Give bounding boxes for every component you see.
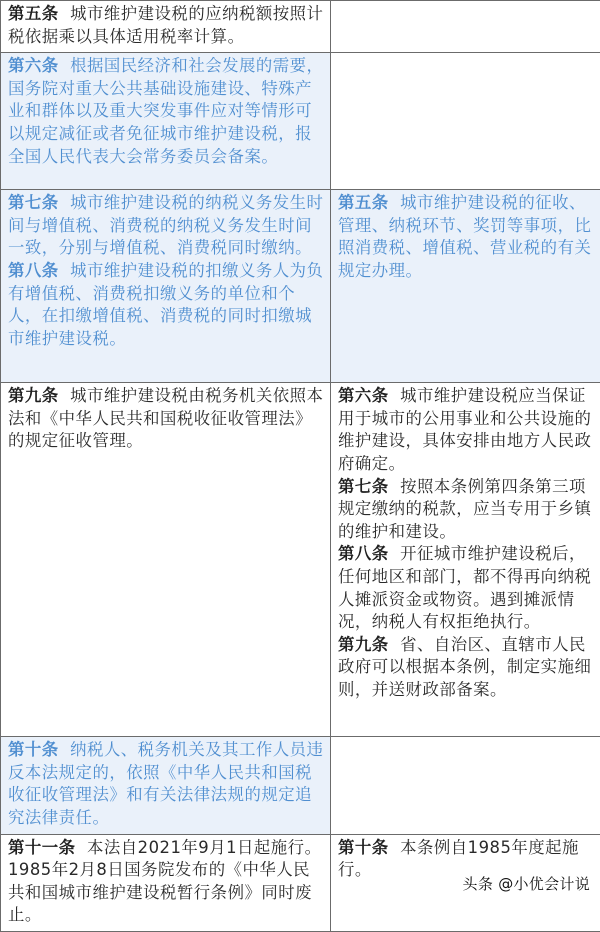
article-number: 第九条 [8, 386, 59, 405]
article-number: 第六条 [338, 386, 389, 405]
article-paragraph [8, 837, 324, 927]
article-text: 省、自治区、直辖市人民政府可以根据本条例，制定实施细则，并送财政部备案。 [338, 635, 591, 699]
table-row [1, 383, 600, 737]
article-paragraph [8, 192, 324, 260]
right-cell [331, 737, 600, 834]
article-paragraph [8, 739, 324, 829]
article-text: 城市维护建设税的应纳税额按照计税依据乘以具体适用税率计算。 [8, 4, 323, 46]
article-paragraph [338, 192, 594, 282]
left-cell [1, 53, 331, 190]
article-paragraph [338, 543, 594, 633]
article-number: 第十一条 [8, 838, 76, 857]
article-number: 第五条 [8, 4, 59, 23]
article-text: 城市维护建设税的扣缴义务人为负有增值税、消费税扣缴义务的单位和个人，在扣缴增值税、消费税的同时扣缴城市维护建设税。 [8, 261, 323, 348]
article-number: 第八条 [338, 544, 389, 563]
article-text: 按照本条例第四条第三项规定缴纳的税款，应当专用于乡镇的维护和建设。 [338, 477, 591, 541]
article-text: 城市维护建设税应当保证用于城市的公用事业和公共设施的维护建设，具体安排由地方人民政府确定。 [338, 386, 591, 473]
article-number: 第六条 [8, 56, 59, 75]
article-paragraph [338, 634, 594, 702]
left-cell [1, 383, 331, 737]
right-cell [331, 383, 600, 737]
article-number: 第五条 [338, 193, 389, 212]
article-number: 第八条 [8, 261, 59, 280]
article-text: 城市维护建设税的纳税义务发生时间与增值税、消费税的纳税义务发生时间一致，分别与增值税、消费税同时缴纳。 [8, 193, 323, 257]
article-number: 第十条 [8, 740, 59, 759]
table-row [1, 53, 600, 190]
article-text: 本法自2021年9月1日起施行。1985年2月8日国务院发布的《中华人民共和国城市维护建设税暂行条例》同时废止。 [8, 838, 321, 925]
left-cell [1, 834, 331, 931]
article-text: 城市维护建设税由税务机关依照本法和《中华人民共和国税收征收管理法》的规定征收管理。 [8, 386, 323, 450]
table-row [1, 1, 600, 53]
article-paragraph [338, 476, 594, 544]
article-number: 第九条 [338, 635, 389, 654]
right-cell [331, 1, 600, 53]
article-text: 城市维护建设税的征收、管理、纳税环节、奖罚等事项，比照消费税、增值税、营业税的有关规定办理。 [338, 193, 591, 280]
right-cell [331, 53, 600, 190]
article-paragraph [8, 260, 324, 350]
right-cell [331, 190, 600, 383]
article-text: 根据国民经济和社会发展的需要，国务院对重大公共基础设施建设、特殊产业和群体以及重大突发事件应对等情形可以规定减征或者免征城市维护建设税，报全国人民代表大会常务委员会备案。 [8, 56, 323, 165]
left-cell [1, 190, 331, 383]
table-row [1, 190, 600, 383]
article-number: 第七条 [8, 193, 59, 212]
article-text: 本条例自1985年度起施行。 [338, 838, 579, 880]
article-number: 第七条 [338, 477, 389, 496]
article-paragraph [8, 3, 324, 48]
table-row [1, 737, 600, 834]
left-cell [1, 737, 331, 834]
article-text: 开征城市维护建设税后，任何地区和部门，都不得再向纳税人摊派资金或物资。遇到摊派情况，纳税人有权拒绝执行。 [338, 544, 591, 631]
article-paragraph [8, 55, 324, 168]
article-paragraph [338, 385, 594, 475]
watermark: 头条 @小优会计说 [463, 873, 590, 894]
article-paragraph [8, 385, 324, 453]
left-cell [1, 1, 331, 53]
article-number: 第十条 [338, 838, 389, 857]
article-text: 纳税人、税务机关及其工作人员违反本法规定的，依照《中华人民共和国税收征收管理法》和有关法律法规的规定追究法律责任。 [8, 740, 323, 827]
